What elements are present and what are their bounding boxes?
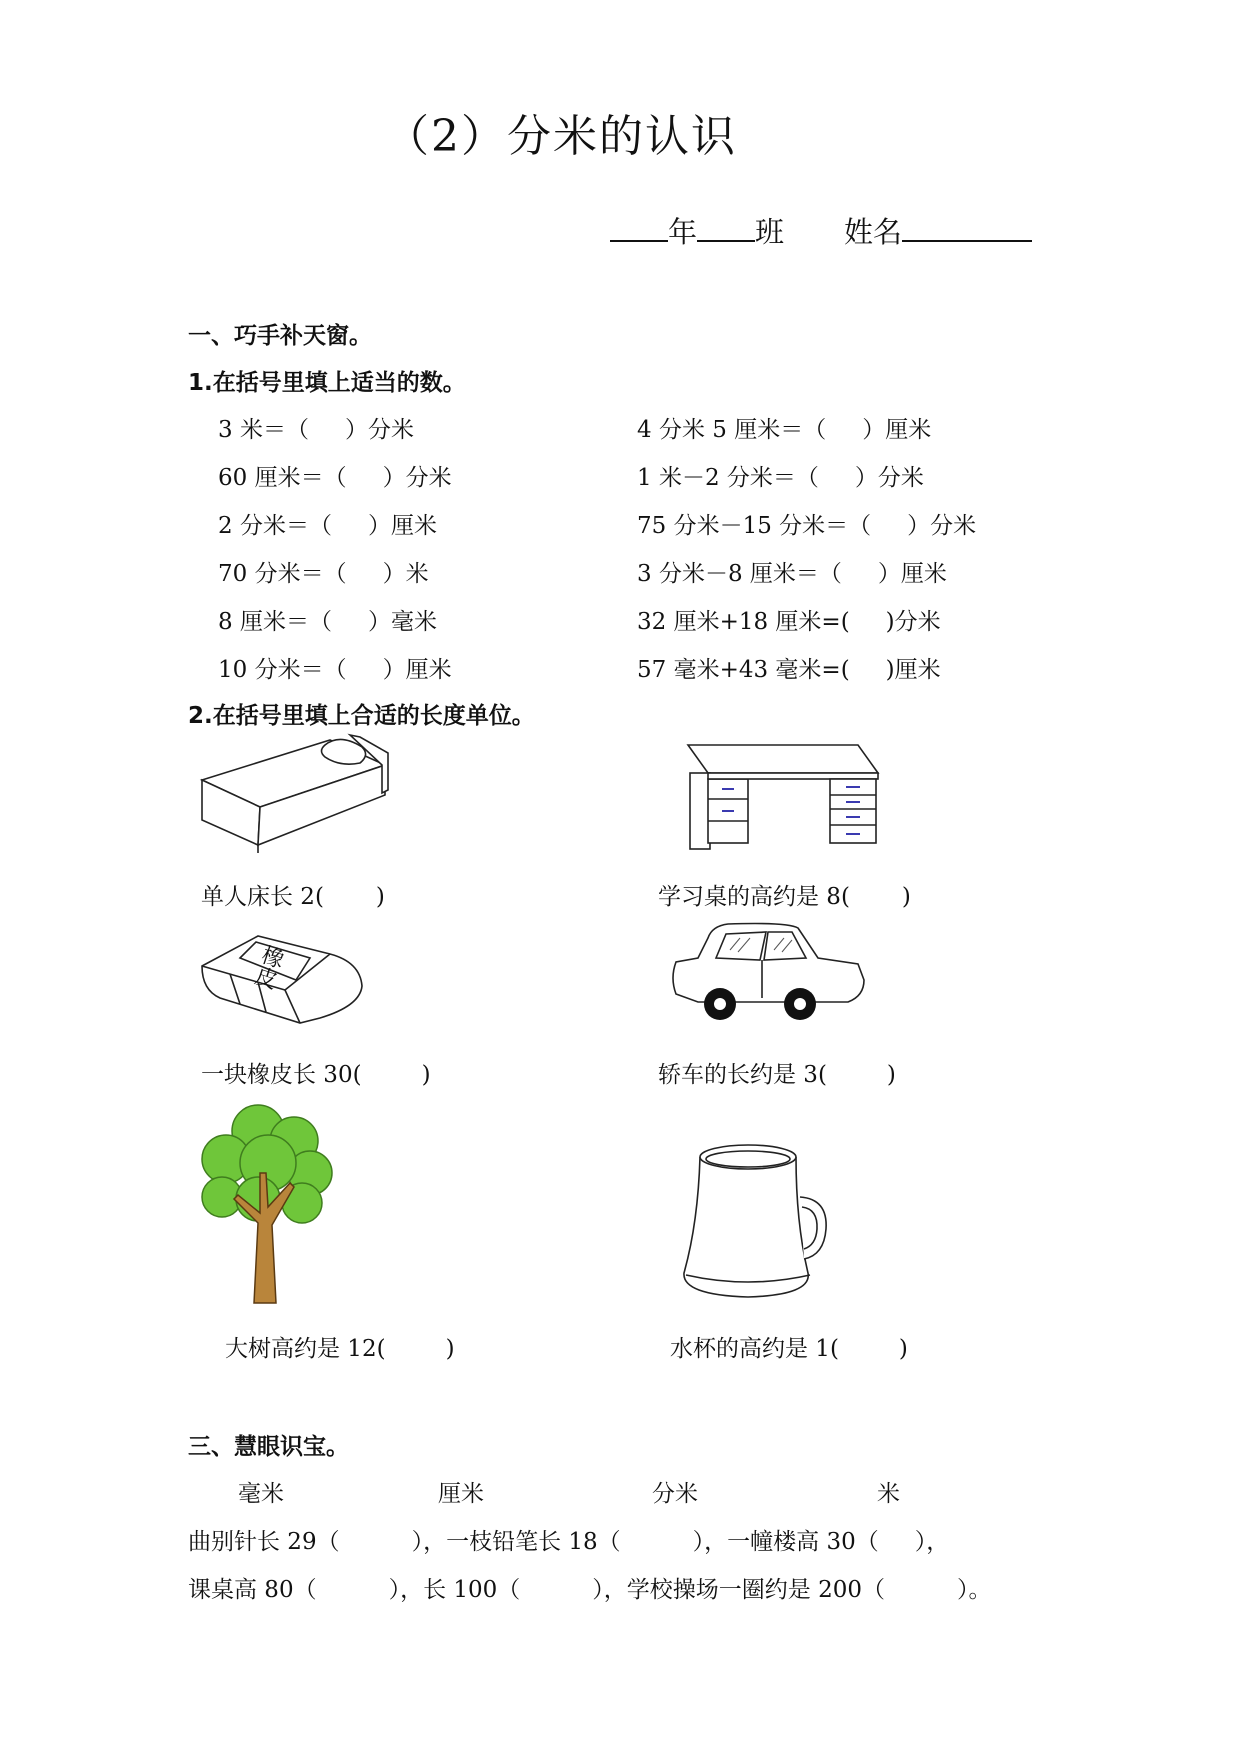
eraser-caption: 一块橡皮长 30( ) bbox=[201, 1062, 431, 1088]
section3-line2: 课桌高 80（ ），长 100（ ），学校操场一圈约是 200（ ）。 bbox=[188, 1577, 992, 1603]
desk-caption: 学习桌的高约是 8( ) bbox=[658, 884, 911, 910]
q1-heading: 1.在括号里填上适当的数。 bbox=[188, 370, 466, 396]
q1-right-3: 75 分米－15 分米＝（ ）分米 bbox=[637, 513, 977, 539]
name-blank[interactable] bbox=[902, 214, 1032, 242]
car-illustration bbox=[668, 918, 868, 1028]
q1-left-1: 3 米＝（ ）分米 bbox=[218, 417, 414, 443]
class-blank[interactable] bbox=[697, 214, 755, 242]
grade-blank[interactable] bbox=[610, 214, 668, 242]
q1-right-5: 32 厘米+18 厘米=( )分米 bbox=[637, 609, 941, 635]
q1-right-4: 3 分米－8 厘米＝（ ）厘米 bbox=[637, 561, 947, 587]
eraser-label: 橡皮 bbox=[251, 943, 287, 995]
section1-heading: 一、巧手补天窗。 bbox=[188, 323, 372, 349]
section3-line1: 曲别针长 29（ ），一枝铅笔长 18（ ），一幢楼高 30（ ）， bbox=[188, 1529, 950, 1555]
q2-heading: 2.在括号里填上合适的长度单位。 bbox=[188, 703, 535, 729]
q1-left-5: 8 厘米＝（ ）毫米 bbox=[218, 609, 437, 635]
car-caption: 轿车的长约是 3( ) bbox=[658, 1062, 896, 1088]
desk-illustration bbox=[688, 745, 878, 850]
q1-left-3: 2 分米＝（ ）厘米 bbox=[218, 513, 437, 539]
cup-illustration bbox=[678, 1143, 838, 1303]
unit-cm: 厘米 bbox=[438, 1481, 484, 1507]
bed-illustration bbox=[200, 735, 390, 855]
cup-caption: 水杯的高约是 1( ) bbox=[670, 1336, 908, 1362]
q1-left-2: 60 厘米＝（ ）分米 bbox=[218, 465, 452, 491]
q1-right-1: 4 分米 5 厘米＝（ ）厘米 bbox=[637, 417, 932, 443]
q1-right-6: 57 毫米+43 毫米=( )厘米 bbox=[637, 657, 941, 683]
unit-dm: 分米 bbox=[652, 1481, 698, 1507]
q1-left-4: 70 分米＝（ ）米 bbox=[218, 561, 429, 587]
q1-right-2: 1 米－2 分米＝（ ）分米 bbox=[637, 465, 924, 491]
class-label: 班 bbox=[755, 215, 785, 249]
section3-heading: 三、慧眼识宝。 bbox=[188, 1434, 349, 1460]
name-label: 姓名 bbox=[844, 215, 903, 249]
page-title: （2）分米的认识 bbox=[385, 111, 737, 162]
unit-m: 米 bbox=[877, 1481, 900, 1507]
q1-left-6: 10 分米＝（ ）厘米 bbox=[218, 657, 452, 683]
bed-caption: 单人床长 2( ) bbox=[201, 884, 385, 910]
unit-mm: 毫米 bbox=[238, 1481, 284, 1507]
grade-label: 年 bbox=[668, 215, 698, 249]
header-row bbox=[610, 210, 1032, 251]
tree-illustration bbox=[198, 1103, 338, 1303]
tree-caption: 大树高约是 12( ) bbox=[225, 1336, 455, 1362]
eraser-illustration bbox=[200, 928, 370, 1023]
